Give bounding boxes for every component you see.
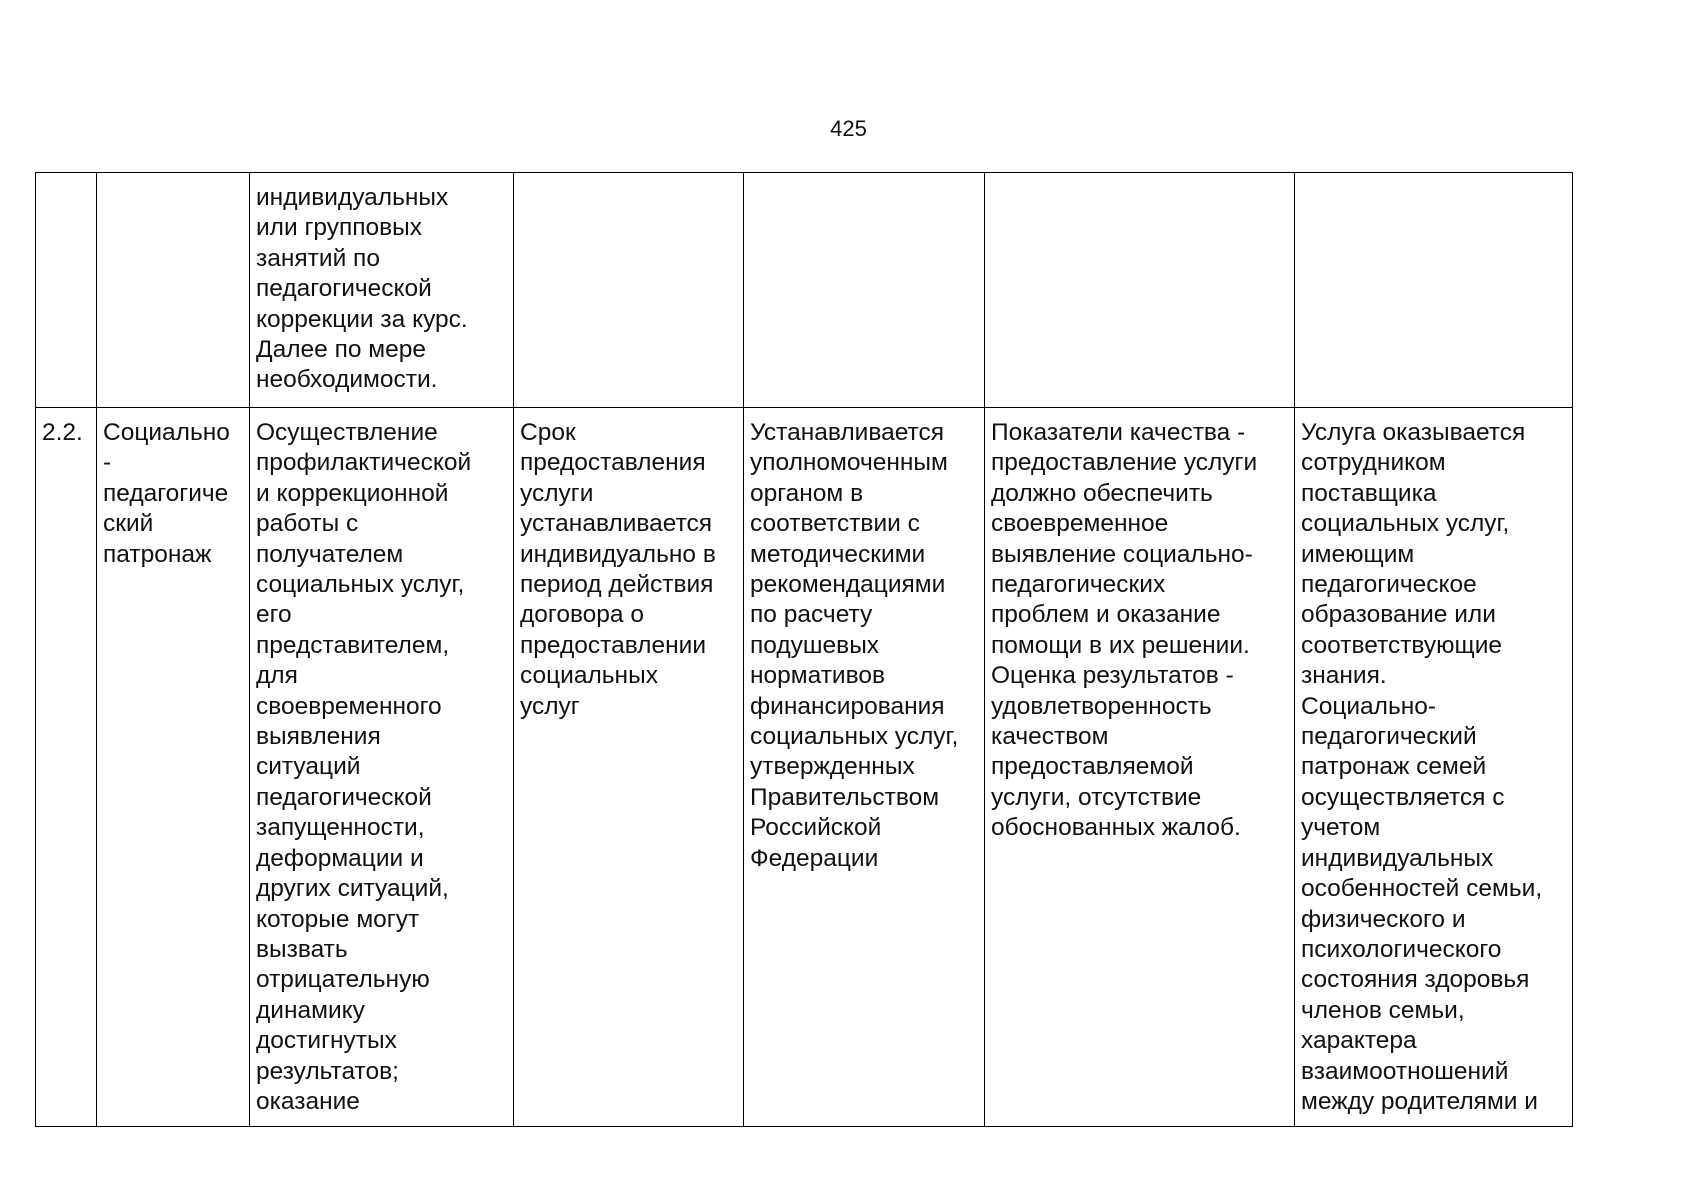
cell-conditions	[1295, 173, 1573, 408]
cell-term: Срок предоставления услуги устанавливается индивидуально в период действия договора о предоставлении социальных услуг	[514, 408, 744, 1127]
cell-service-name: Социально - педагогиче ский патронаж	[97, 408, 250, 1127]
cell-tariff: Устанавливается уполномоченным органом в соответствии с методическими рекомендациями по расчету подушевых нормативов финансирования социальных услуг, утвержденных Правительством Российской Федерации	[744, 408, 985, 1127]
cell-description: индивидуальных или групповых занятий по педагогической коррекции за курс. Далее по мере необходимости.	[250, 173, 514, 408]
table-row-2-2	[36, 408, 1573, 1127]
cell-number	[36, 173, 97, 408]
services-table	[35, 172, 1573, 1127]
cell-quality-indicators	[985, 173, 1295, 408]
table-row-continuation	[36, 173, 1573, 408]
page-number: 425	[830, 116, 867, 141]
cell-term	[514, 173, 744, 408]
cell-tariff	[744, 173, 985, 408]
cell-number: 2.2.	[36, 408, 97, 1127]
cell-quality-indicators: Показатели качества - предоставление услуги должно обеспечить своевременное выявление социально- педагогических проблем и оказание помощи в их решении. Оценка результатов - удовлетворенность качеством предоставляемой услуги, отсутствие обоснованных жалоб.	[985, 408, 1295, 1127]
cell-conditions: Услуга оказывается сотрудником поставщика социальных услуг, имеющим педагогическое образование или соответствующие знания. Социально- педагогический патронаж семей осуществляется с учетом индивидуальных особенностей семьи, физического и психологического состояния здоровья членов семьи, характера взаимоотношений между родителями и	[1295, 408, 1573, 1127]
cell-service-name	[97, 173, 250, 408]
cell-description: Осуществление профилактической и коррекционной работы с получателем социальных услуг, его представителем, для своевременного выявления ситуаций педагогической запущенности, деформации и других ситуаций, которые могут вызвать отрицательную динамику достигнутых результатов; оказание	[250, 408, 514, 1127]
